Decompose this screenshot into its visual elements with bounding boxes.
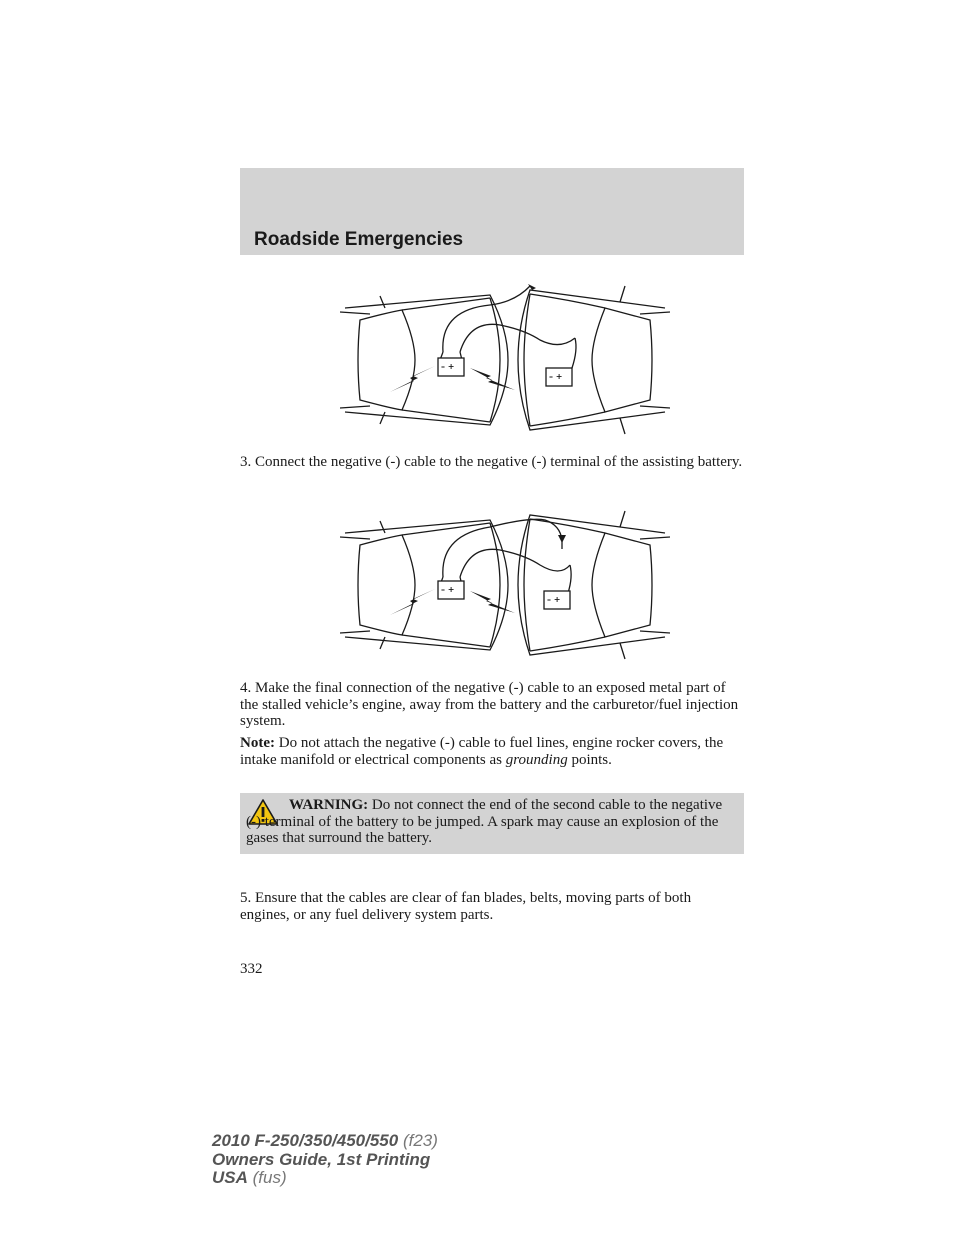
jump-start-diagram-1	[340, 280, 670, 440]
note-text-before: Do not attach the negative (-) cable to fuel lines, engine rocker covers, the intake manifold or electrical components as	[240, 735, 724, 768]
note-label: Note:	[240, 735, 275, 751]
step-3-text: 3. Connect the negative (-) cable to the negative (-) terminal of the assisting battery.	[240, 454, 743, 470]
footer-line-2: Owners Guide, 1st Printing	[212, 1149, 431, 1169]
spark-icon	[390, 366, 435, 392]
battery-terminals-label: – +	[547, 595, 561, 604]
battery-terminals-label: – +	[441, 362, 455, 371]
footer-line-1: 2010 F-250/350/450/550 (f23)	[212, 1131, 438, 1150]
page-number: 332	[240, 961, 263, 977]
spark-icon	[470, 591, 515, 613]
clamp-icon	[558, 535, 566, 543]
jump-start-diagram-2	[340, 505, 670, 665]
step-4-text: 4. Make the final connection of the negative (-) cable to an exposed metal part of the stalled vehicle’s engine, away from the battery and the carburetor/fuel injection system.	[240, 680, 739, 729]
document-footer	[212, 1132, 438, 1188]
warning-body: Do not connect the end of the second cable to the negative (-) terminal of the battery to be jumped. A spark may cause an explosion of the gases that surround the battery.	[246, 797, 723, 846]
spark-icon	[470, 368, 515, 390]
battery-terminals-label: – +	[549, 372, 563, 381]
footer-line-3: USA (fus)	[212, 1168, 287, 1187]
section-header	[240, 168, 744, 255]
warning-text	[246, 797, 734, 847]
note-emphasis: grounding	[505, 751, 568, 768]
spark-icon	[390, 589, 435, 615]
step-5-text: 5. Ensure that the cables are clear of fan blades, belts, moving parts of both engines, or any fuel delivery system parts.	[240, 890, 692, 923]
note-paragraph	[240, 735, 744, 768]
warning-box	[240, 793, 744, 854]
battery-terminals-label: – +	[441, 585, 455, 594]
note-text-after: points.	[567, 751, 612, 768]
section-title: Roadside Emergencies	[254, 229, 464, 250]
warning-label: WARNING:	[289, 797, 369, 813]
